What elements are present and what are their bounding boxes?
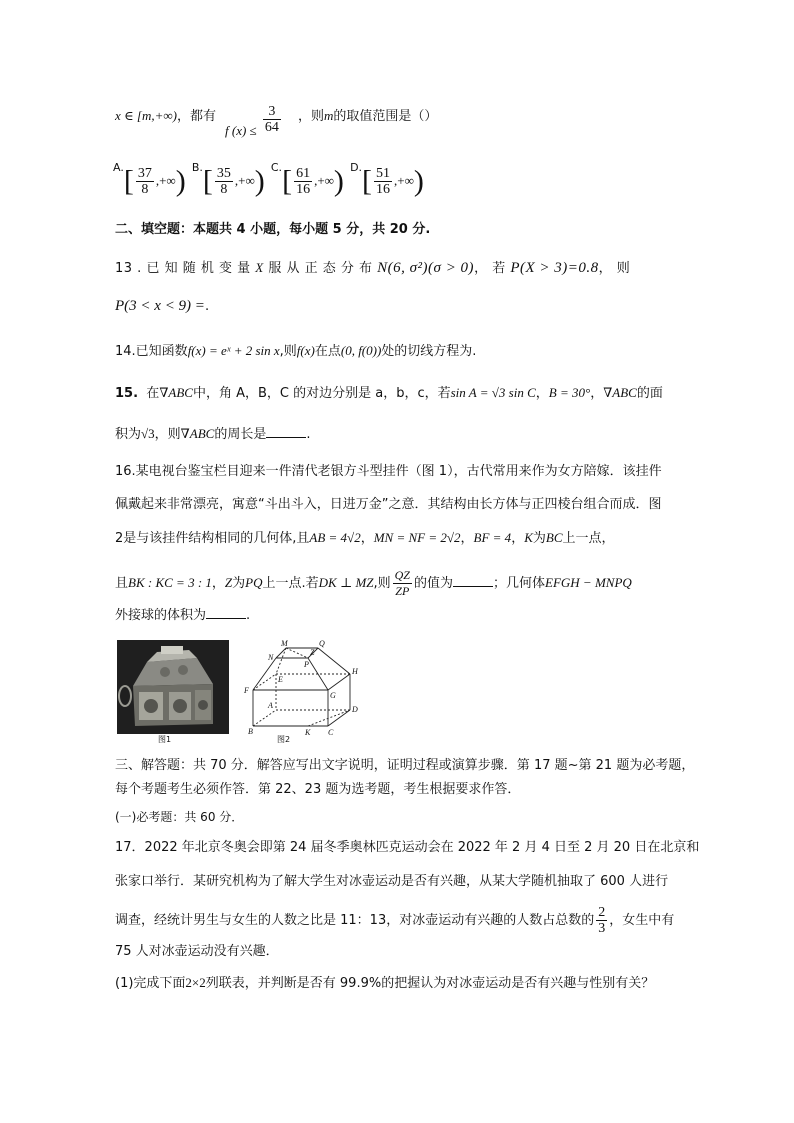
- section-3-line-2: 每个考题考生必须作答．第 22、23 题为选考题，考生根据要求作答．: [115, 782, 521, 797]
- figure-2-diagram: [238, 640, 368, 738]
- q17-line-1: 17．2022 年北京冬奥会即第 24 届冬季奥林匹克运动会在 2022 年 2 月 4 日至 2 月 20 日在北京和: [115, 840, 700, 855]
- q12-cond-text: ，都有: [176, 109, 216, 124]
- q16-line-4: 且BK : KC = 3 : 1，Z为PQ上一点.若DK ⊥ MZ,则 $\frac{QZ}{ZP}$ 的值为 ；几何体EFGH − MNPQ: [115, 568, 632, 598]
- q12-cond-prefix: x ∈ [m,+∞): [115, 108, 177, 123]
- section-2-title: 二、填空题：本题共 4 小题，每小题 5 分，共 20 分.: [115, 222, 431, 237]
- section-3-line-3: (一)必考题：共 60 分．: [115, 810, 244, 824]
- q16-line-1: 16.某电视台鉴宝栏目迎来一件清代老银方斗型挂件（图 1），古代常用来作为女方陪嫁．该挂件: [115, 464, 662, 479]
- q17-line-2: 张家口举行．某研究机构为了解大学生对冰壶运动是否有兴趣，从某大学随机抽取了 600 人进行: [115, 874, 669, 889]
- q13-line-2: P(3 < x < 9) =.: [115, 298, 210, 314]
- section-3-line-1: 三、解答题：共 70 分．解答应写出文字说明，证明过程或演算步骤．第 17 题~第 21 题为必考题，: [115, 758, 695, 773]
- label-m: M: [281, 640, 288, 648]
- option-d[interactable]: $^{D.}$[ $\frac{51}{16}$ ,+∞): [350, 161, 424, 198]
- q16-line-3: 2是与该挂件结构相同的几何体,且AB = 4√2，MN = NF = 2√2，BF = 4，K为BC上一点，: [115, 530, 615, 546]
- option-c[interactable]: $^{C.}$[ $\frac{61}{16}$ ,+∞): [270, 161, 344, 198]
- q17-line-5: (1)完成下面2×2列联表，并判断是否有 99.9%的把握认为对冰壶运动是否有兴趣与性别有关？: [115, 975, 655, 991]
- label-a: A: [268, 701, 273, 710]
- q16-line-2: 佩戴起来非常漂亮，寓意“斗出斗入，日进万金”之意．其结构由长方体与正四棱台组合而成．图: [115, 497, 662, 512]
- option-b[interactable]: $^{B.}$[ $\frac{35}{8}$ ,+∞): [191, 161, 265, 198]
- label-b: B: [248, 727, 253, 736]
- label-d: D: [352, 705, 358, 714]
- silver-pendant-image: [117, 640, 229, 734]
- q12-tail: ，则m的取值范围是（）: [298, 108, 438, 124]
- q13-line-1: 13 . 已 知 随 机 变 量 X 服 从 正 态 分 布 N(6, σ²)(σ > 0)， 若 P(X > 3)=0.8， 则: [115, 260, 631, 276]
- q12-fx: f (x) ≤: [225, 123, 257, 138]
- q14-line: 14.已知函数f(x) = eˣ + 2 sin x,则f(x)在点(0, f(0))处的切线方程为.: [115, 343, 477, 359]
- q17-line-3: 调查，经统计男生与女生的人数之比是 11：13，对冰壶运动有兴趣的人数占总数的 $\frac{2}{3}$ ，女生中有: [115, 905, 675, 936]
- q17-line-4: 75 人对冰壶运动没有兴趣．: [115, 944, 279, 959]
- q16-line-5: 外接球的体积为 .: [115, 608, 251, 623]
- label-h: H: [352, 667, 358, 676]
- q16-ratio-blank[interactable]: [453, 574, 493, 587]
- q15-line-2: 积为√3，则∇ABC的周长是 .: [115, 426, 311, 442]
- q12-options: [113, 161, 424, 198]
- label-k: K: [305, 728, 311, 737]
- option-a[interactable]: $^{A.}$[ $\frac{37}{8}$ ,+∞): [113, 161, 186, 198]
- q15-answer-blank[interactable]: [266, 425, 306, 438]
- label-c: C: [328, 728, 334, 737]
- figure-1-caption: 图1: [158, 735, 172, 744]
- figure-2-caption: 图2: [277, 735, 291, 744]
- q12-inequality: [225, 104, 283, 138]
- label-e: E: [278, 675, 283, 684]
- label-p: P: [304, 660, 309, 669]
- q12-fraction: $\frac{3}{64}$: [264, 104, 279, 135]
- q15-line-1: 15. 在∇ABC中，角 A，B，C 的对边分别是 a，b，c，若sin A = √3 sin C，B = 30°，∇ABC的面: [115, 385, 663, 401]
- label-f: F: [244, 686, 249, 695]
- label-g: G: [330, 691, 336, 700]
- label-q: Q: [319, 640, 325, 648]
- q12-condition-line: [115, 106, 216, 127]
- figure-1-photo: [117, 640, 229, 734]
- label-z: Z: [310, 648, 315, 657]
- label-n: N: [268, 653, 274, 662]
- q16-volume-blank[interactable]: [206, 606, 246, 619]
